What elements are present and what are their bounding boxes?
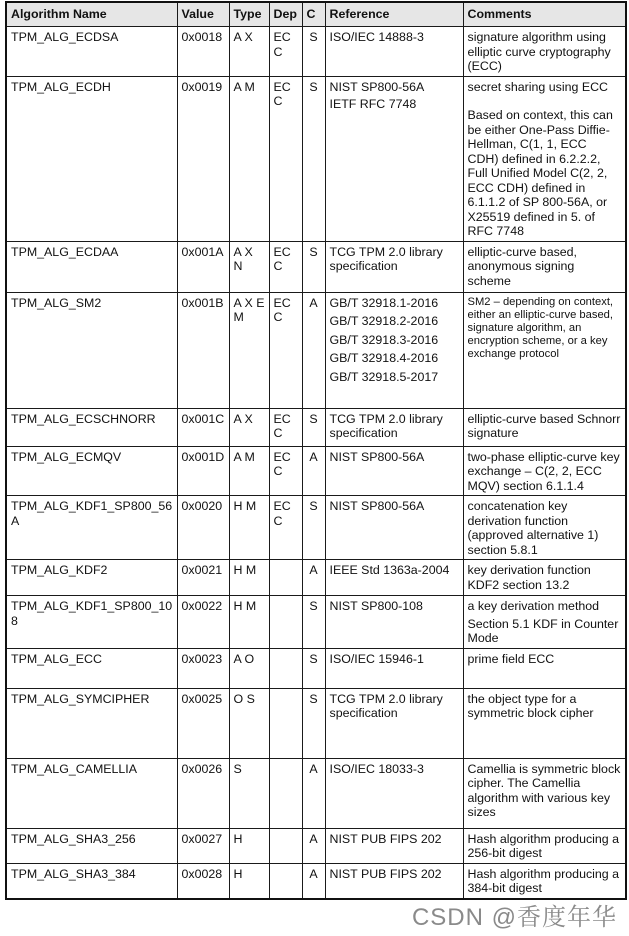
reference-line: TCG TPM 2.0 library specification <box>329 691 443 720</box>
algorithm-table <box>5 1 627 900</box>
cell-value: 0x0019 <box>177 76 229 241</box>
table-row <box>6 596 626 649</box>
table-row <box>6 292 626 408</box>
cell-reference <box>325 828 463 863</box>
cell-algorithm-name: TPM_ALG_ECMQV <box>6 446 177 496</box>
header-value: Value <box>177 2 229 27</box>
cell-algorithm-name: TPM_ALG_SHA3_256 <box>6 828 177 863</box>
cell-c: A <box>302 446 325 496</box>
header-dep: Dep <box>269 2 302 27</box>
cell-dep <box>269 758 302 828</box>
header-algorithm-name: Algorithm Name <box>6 2 177 27</box>
cell-type: H M <box>229 560 269 596</box>
cell-type: H <box>229 863 269 899</box>
cell-algorithm-name: TPM_ALG_KDF1_SP800_108 <box>6 596 177 649</box>
cell-value: 0x0026 <box>177 758 229 828</box>
comment-line: key derivation function KDF2 section 13.2 <box>467 563 591 592</box>
comment-line: two-phase elliptic-curve key exchange – C(2, 2, ECC MQV) section 6.1.1.4 <box>467 449 620 493</box>
cell-reference <box>325 560 463 596</box>
cell-value: 0x0028 <box>177 863 229 899</box>
table-row <box>6 758 626 828</box>
cell-algorithm-name: TPM_ALG_ECDSA <box>6 27 177 77</box>
cell-reference <box>325 688 463 758</box>
cell-reference <box>325 596 463 649</box>
reference-line: ISO/IEC 18033-3 <box>329 761 424 776</box>
cell-value: 0x001B <box>177 292 229 408</box>
header-comments: Comments <box>463 2 626 27</box>
comment-line: elliptic-curve based Schnorr signature <box>467 411 621 440</box>
cell-dep <box>269 863 302 899</box>
comment-line: secret sharing using ECC <box>467 79 608 94</box>
cell-algorithm-name: TPM_ALG_ECDAA <box>6 241 177 292</box>
cell-reference <box>325 76 463 241</box>
cell-comments <box>463 688 626 758</box>
cell-reference <box>325 446 463 496</box>
cell-dep <box>269 560 302 596</box>
cell-dep: ECC <box>269 408 302 446</box>
cell-c: S <box>302 76 325 241</box>
cell-dep <box>269 596 302 649</box>
cell-type: S <box>229 758 269 828</box>
cell-value: 0x0022 <box>177 596 229 649</box>
cell-value: 0x0018 <box>177 27 229 77</box>
cell-dep: ECC <box>269 446 302 496</box>
cell-dep: ECC <box>269 27 302 77</box>
header-reference: Reference <box>325 2 463 27</box>
cell-value: 0x0023 <box>177 648 229 688</box>
reference-line: TCG TPM 2.0 library specification <box>329 244 443 273</box>
cell-c: S <box>302 648 325 688</box>
cell-comments <box>463 27 626 77</box>
reference-line: NIST SP800-56A <box>329 449 425 464</box>
cell-value: 0x0027 <box>177 828 229 863</box>
cell-comments <box>463 828 626 863</box>
cell-reference <box>325 27 463 77</box>
cell-c: S <box>302 688 325 758</box>
cell-c: S <box>302 27 325 77</box>
cell-comments <box>463 596 626 649</box>
reference-line: NIST PUB FIPS 202 <box>329 831 442 846</box>
cell-value: 0x001D <box>177 446 229 496</box>
cell-comments <box>463 496 626 560</box>
cell-dep: ECC <box>269 292 302 408</box>
reference-line: NIST SP800-108 <box>329 599 423 613</box>
cell-dep <box>269 828 302 863</box>
cell-value: 0x001A <box>177 241 229 292</box>
reference-line: GB/T 32918.1-2016 <box>329 295 439 310</box>
cell-comments <box>463 648 626 688</box>
cell-type: H M <box>229 596 269 649</box>
comment-line: Camellia is symmetric block cipher. The Camellia algorithm with various key sizes <box>467 761 621 819</box>
reference-line: GB/T 32918.4-2016 <box>329 351 439 365</box>
table-row <box>6 408 626 446</box>
cell-algorithm-name: TPM_ALG_SYMCIPHER <box>6 688 177 758</box>
cell-c: A <box>302 828 325 863</box>
reference-line: TCG TPM 2.0 library specification <box>329 411 443 440</box>
table-row <box>6 496 626 560</box>
cell-dep: ECC <box>269 241 302 292</box>
cell-c: S <box>302 408 325 446</box>
cell-reference <box>325 648 463 688</box>
reference-line: GB/T 32918.5-2017 <box>329 369 439 384</box>
cell-comments <box>463 76 626 241</box>
cell-reference <box>325 863 463 899</box>
cell-c: S <box>302 496 325 560</box>
cell-type: A X E M <box>229 292 269 408</box>
cell-reference <box>325 408 463 446</box>
cell-algorithm-name: TPM_ALG_ECC <box>6 648 177 688</box>
reference-line: NIST SP800-56A <box>329 499 425 513</box>
table-row <box>6 446 626 496</box>
cell-value: 0x0021 <box>177 560 229 596</box>
cell-algorithm-name: TPM_ALG_CAMELLIA <box>6 758 177 828</box>
comment-line: Based on context, this can be either One-Pass Diffie-Hellman, C(1, 1, ECC CDH) defined in 6.2.2.2, Full Unified Model C(2, 2, ECC CDH) defined in 6.1.1.2 of SP 800-56A, or X25519 defined in 5. of RFC 7748 <box>467 108 613 238</box>
cell-reference <box>325 496 463 560</box>
reference-line: NIST SP800-56A <box>329 79 425 94</box>
cell-type: A X N <box>229 241 269 292</box>
cell-comments <box>463 241 626 292</box>
cell-algorithm-name: TPM_ALG_SHA3_384 <box>6 863 177 899</box>
cell-c: A <box>302 292 325 408</box>
header-c: C <box>302 2 325 27</box>
cell-c: A <box>302 560 325 596</box>
reference-line: IETF RFC 7748 <box>329 97 417 111</box>
header-type: Type <box>229 2 269 27</box>
table-row <box>6 648 626 688</box>
reference-line: NIST PUB FIPS 202 <box>329 866 442 881</box>
cell-reference <box>325 241 463 292</box>
comment-line: Section 5.1 KDF in Counter Mode <box>467 616 619 645</box>
cell-c: A <box>302 863 325 899</box>
cell-comments <box>463 758 626 828</box>
table-row <box>6 688 626 758</box>
cell-type: A M <box>229 446 269 496</box>
cell-type: O S <box>229 688 269 758</box>
comment-line: the object type for a symmetric block cipher <box>467 691 594 720</box>
cell-comments <box>463 446 626 496</box>
table-row <box>6 828 626 863</box>
cell-c: S <box>302 596 325 649</box>
cell-type: A X <box>229 27 269 77</box>
cell-c: S <box>302 241 325 292</box>
cell-algorithm-name: TPM_ALG_ECDH <box>6 76 177 241</box>
comment-line: elliptic-curve based, anonymous signing scheme <box>467 244 578 288</box>
reference-line: GB/T 32918.3-2016 <box>329 332 439 347</box>
table-row <box>6 27 626 77</box>
reference-line: ISO/IEC 14888-3 <box>329 30 424 44</box>
cell-value: 0x0020 <box>177 496 229 560</box>
table-row <box>6 560 626 596</box>
comment-line: Hash algorithm producing a 256-bit digest <box>467 831 620 860</box>
table-header-row <box>6 2 626 27</box>
cell-algorithm-name: TPM_ALG_KDF1_SP800_56A <box>6 496 177 560</box>
cell-c: A <box>302 758 325 828</box>
cell-comments <box>463 408 626 446</box>
comment-line: signature algorithm using elliptic curve cryptography (ECC) <box>467 30 611 73</box>
comment-line: prime field ECC <box>467 651 555 666</box>
cell-comments <box>463 292 626 408</box>
comment-line: a key derivation method <box>467 599 600 613</box>
comment-line: SM2 – depending on context, either an elliptic-curve based, signature algorithm, an encryption scheme, or a key exchange protocol <box>467 295 614 360</box>
cell-reference <box>325 758 463 828</box>
reference-line: GB/T 32918.2-2016 <box>329 314 439 328</box>
watermark: CSDN @香度年华 <box>411 903 617 931</box>
table-row <box>6 863 626 899</box>
cell-dep: ECC <box>269 76 302 241</box>
cell-value: 0x001C <box>177 408 229 446</box>
cell-dep: ECC <box>269 496 302 560</box>
table-row <box>6 76 626 241</box>
cell-type: H <box>229 828 269 863</box>
cell-comments <box>463 863 626 899</box>
cell-type: A O <box>229 648 269 688</box>
cell-algorithm-name: TPM_ALG_SM2 <box>6 292 177 408</box>
cell-type: A M <box>229 76 269 241</box>
cell-algorithm-name: TPM_ALG_KDF2 <box>6 560 177 596</box>
table-row <box>6 241 626 292</box>
reference-line: IEEE Std 1363a-2004 <box>329 563 450 577</box>
comment-line: Hash algorithm producing a 384-bit digest <box>467 866 620 895</box>
cell-value: 0x0025 <box>177 688 229 758</box>
cell-type: H M <box>229 496 269 560</box>
cell-comments <box>463 560 626 596</box>
cell-reference <box>325 292 463 408</box>
comment-line: concatenation key derivation function (approved alternative 1) section 5.8.1 <box>467 499 599 557</box>
cell-dep <box>269 688 302 758</box>
cell-type: A X <box>229 408 269 446</box>
reference-line: ISO/IEC 15946-1 <box>329 651 424 666</box>
cell-dep <box>269 648 302 688</box>
cell-algorithm-name: TPM_ALG_ECSCHNORR <box>6 408 177 446</box>
